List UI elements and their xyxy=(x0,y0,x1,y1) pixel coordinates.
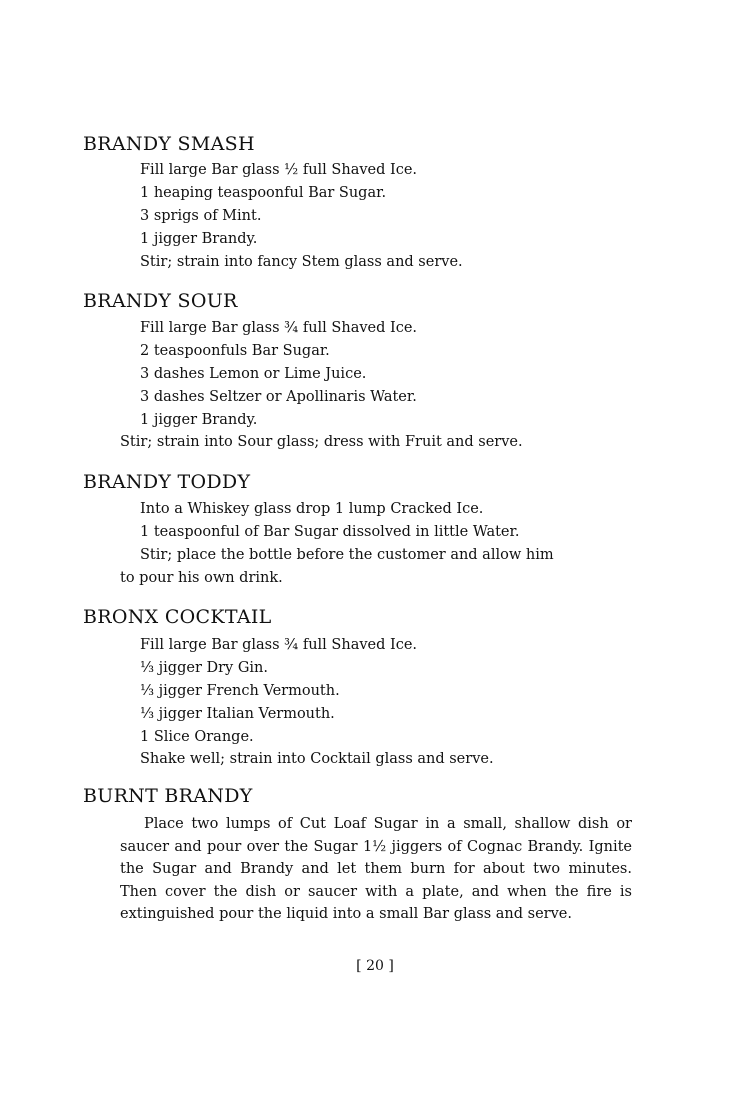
recipe-line: Shake well; strain into Cocktail glass and serve. xyxy=(140,751,494,767)
page-number: [ 20 ] xyxy=(356,958,394,974)
recipe-line: Stir; strain into fancy Stem glass and serve. xyxy=(140,254,463,270)
recipe-line: ⅓ jigger French Vermouth. xyxy=(140,683,340,699)
recipe-line: 1 Slice Orange. xyxy=(140,729,254,745)
recipe-line: Fill large Bar glass ¾ full Shaved Ice. xyxy=(140,637,418,653)
recipe-line: Fill large Bar glass ¾ full Shaved Ice. xyxy=(140,320,418,336)
recipe-paragraph: Place two lumps of Cut Loaf Sugar in a small, shallow dish or saucer and pour over the Sugar 1½ jiggers of Cognac Brandy. Ignite the Sugar and Brandy and let them burn for about two minutes. Then cover the dish or saucer with a plate, and when the fire is extinguished pour the liquid into a small Bar glass and serve. xyxy=(120,816,632,923)
recipe-line: ⅓ jigger Dry Gin. xyxy=(140,660,269,676)
recipe-line: Stir; strain into Sour glass; dress with Fruit and serve. xyxy=(120,434,523,450)
recipe-line: Stir; place the bottle before the customer and allow him xyxy=(140,547,554,563)
recipe-line: Into a Whiskey glass drop 1 lump Cracked Ice. xyxy=(140,501,484,517)
recipe-title: BURNT BRANDY xyxy=(83,785,253,807)
recipe-line: ⅓ jigger Italian Vermouth. xyxy=(140,706,335,722)
recipe-title: BRANDY SOUR xyxy=(83,290,238,312)
recipe-line: Fill large Bar glass ½ full Shaved Ice. xyxy=(140,162,418,178)
recipe-line: 1 jigger Brandy. xyxy=(140,412,258,428)
recipe-title: BRANDY SMASH xyxy=(83,133,255,155)
recipe-line: 3 sprigs of Mint. xyxy=(140,208,262,224)
recipe-line: 1 jigger Brandy. xyxy=(140,231,258,247)
recipe-line: 1 heaping teaspoonful Bar Sugar. xyxy=(140,185,387,201)
recipe-line: 3 dashes Lemon or Lime Juice. xyxy=(140,366,367,382)
recipe-title: BRONX COCKTAIL xyxy=(83,606,272,628)
recipe-line: 3 dashes Seltzer or Apollinaris Water. xyxy=(140,389,417,405)
recipe-line: 1 teaspoonful of Bar Sugar dissolved in little Water. xyxy=(140,524,520,540)
recipe-title: BRANDY TODDY xyxy=(83,471,251,493)
recipe-line: to pour his own drink. xyxy=(120,570,283,586)
recipe-line: 2 teaspoonfuls Bar Sugar. xyxy=(140,343,330,359)
